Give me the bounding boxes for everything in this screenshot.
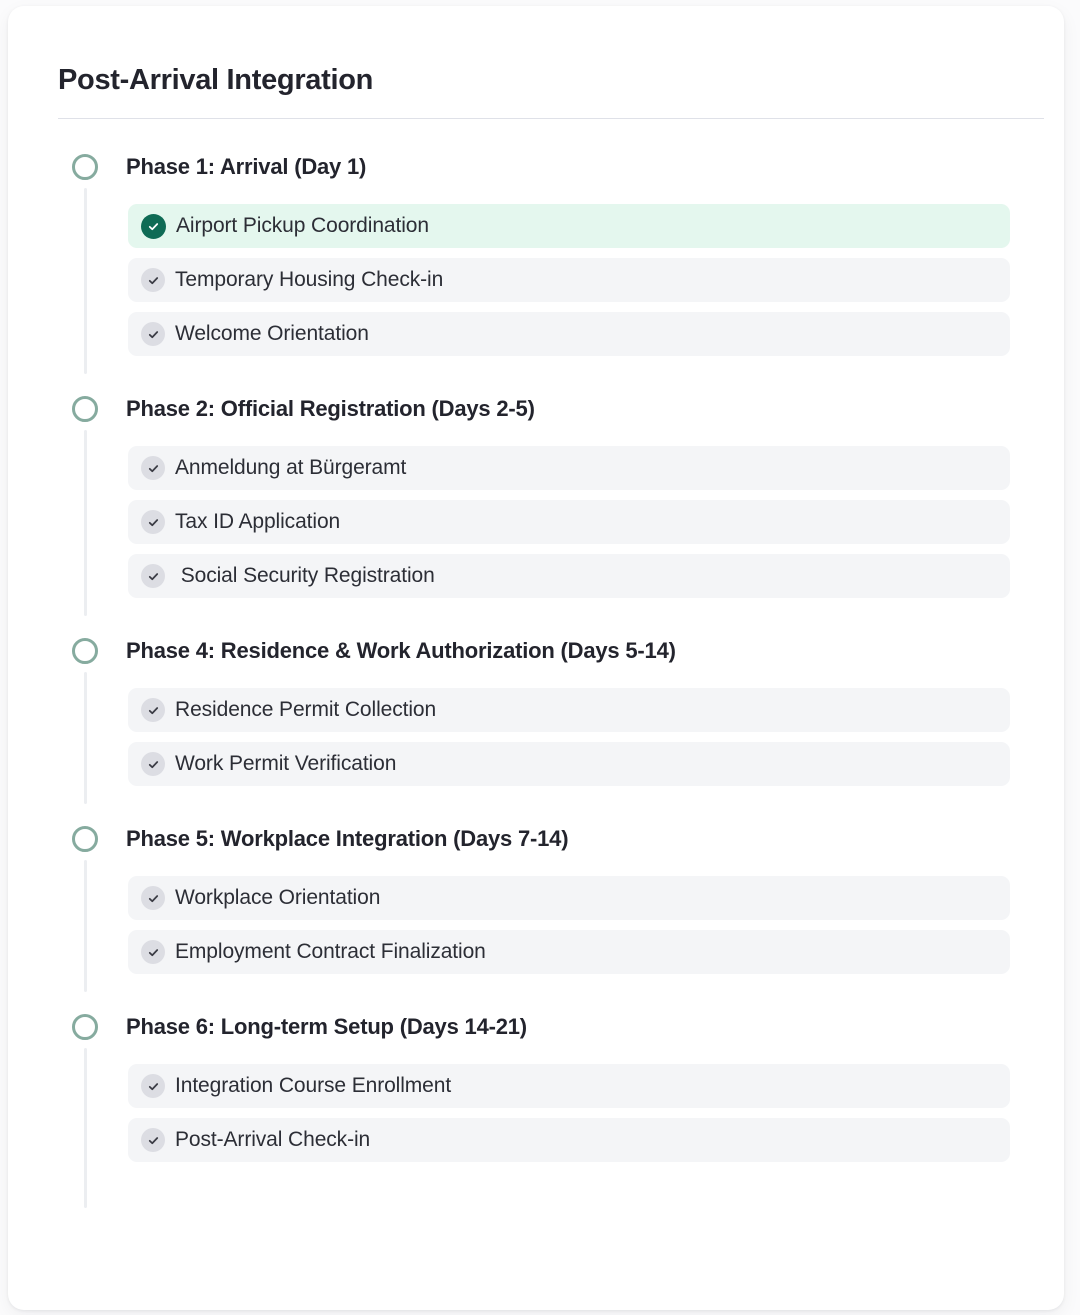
task-row[interactable] bbox=[128, 258, 1010, 302]
check-circle-icon[interactable] bbox=[141, 214, 166, 239]
phase-title: Phase 1: Arrival (Day 1) bbox=[126, 154, 367, 179]
check-circle-icon[interactable] bbox=[141, 456, 165, 480]
phase-header bbox=[58, 388, 1044, 434]
timeline-connector bbox=[84, 672, 87, 804]
check-circle-icon[interactable] bbox=[141, 1074, 165, 1098]
check-circle-icon[interactable] bbox=[141, 940, 165, 964]
task-row[interactable] bbox=[128, 312, 1010, 356]
phase-title: Phase 4: Residence & Work Authorization (Days 5-14) bbox=[126, 638, 676, 663]
check-circle-icon[interactable] bbox=[141, 1128, 165, 1152]
task-label: Post-Arrival Check-in bbox=[175, 1128, 371, 1151]
task-row[interactable] bbox=[128, 1064, 1010, 1108]
check-circle-icon[interactable] bbox=[141, 886, 165, 910]
task-row[interactable] bbox=[128, 446, 1010, 490]
phase-spacer bbox=[58, 366, 1044, 388]
phase-section bbox=[58, 818, 1044, 974]
circle-outline-icon bbox=[72, 396, 98, 422]
task-label: Tax ID Application bbox=[175, 510, 341, 533]
card-content bbox=[58, 6, 1044, 1310]
task-row[interactable] bbox=[128, 204, 1010, 248]
check-circle-icon[interactable] bbox=[141, 752, 165, 776]
timeline-connector bbox=[84, 188, 87, 374]
task-label: Welcome Orientation bbox=[175, 322, 369, 345]
task-label: Integration Course Enrollment bbox=[175, 1074, 452, 1097]
phase-task-list bbox=[58, 1052, 1044, 1162]
phase-header bbox=[58, 1006, 1044, 1052]
phase-task-list bbox=[58, 434, 1044, 598]
phase-section bbox=[58, 630, 1044, 786]
check-circle-icon[interactable] bbox=[141, 564, 165, 588]
task-label: Work Permit Verification bbox=[175, 752, 397, 775]
phase-timeline bbox=[58, 146, 1044, 1172]
timeline-connector bbox=[84, 1048, 87, 1208]
phase-task-list bbox=[58, 676, 1044, 786]
task-label: Residence Permit Collection bbox=[175, 698, 437, 721]
phase-spacer bbox=[58, 608, 1044, 630]
task-row[interactable] bbox=[128, 554, 1010, 598]
task-label: Social Security Registration bbox=[175, 564, 435, 587]
circle-outline-icon bbox=[72, 154, 98, 180]
task-row[interactable] bbox=[128, 688, 1010, 732]
check-circle-icon[interactable] bbox=[141, 698, 165, 722]
circle-outline-icon bbox=[72, 1014, 98, 1040]
circle-outline-icon bbox=[72, 826, 98, 852]
circle-outline-icon bbox=[72, 638, 98, 664]
task-row[interactable] bbox=[128, 1118, 1010, 1162]
phase-header bbox=[58, 630, 1044, 676]
title-divider bbox=[58, 118, 1044, 119]
task-label: Employment Contract Finalization bbox=[175, 940, 486, 963]
phase-section bbox=[58, 1006, 1044, 1162]
check-circle-icon[interactable] bbox=[141, 268, 165, 292]
phase-header bbox=[58, 146, 1044, 192]
phase-title: Phase 6: Long-term Setup (Days 14-21) bbox=[126, 1014, 527, 1039]
timeline-connector bbox=[84, 860, 87, 992]
check-circle-icon[interactable] bbox=[141, 322, 165, 346]
phase-task-list bbox=[58, 864, 1044, 974]
task-label: Airport Pickup Coordination bbox=[176, 214, 429, 237]
phase-title: Phase 2: Official Registration (Days 2-5) bbox=[126, 396, 535, 421]
phase-section bbox=[58, 146, 1044, 356]
integration-checklist-card bbox=[8, 6, 1064, 1310]
timeline-connector bbox=[84, 430, 87, 616]
task-row[interactable] bbox=[128, 876, 1010, 920]
task-label: Anmeldung at Bürgeramt bbox=[175, 456, 407, 479]
phase-spacer bbox=[58, 796, 1044, 818]
page-title: Post-Arrival Integration bbox=[58, 64, 374, 96]
phase-section bbox=[58, 388, 1044, 598]
phase-title: Phase 5: Workplace Integration (Days 7-14) bbox=[126, 826, 569, 851]
task-label: Workplace Orientation bbox=[175, 886, 381, 909]
check-circle-icon[interactable] bbox=[141, 510, 165, 534]
phase-header bbox=[58, 818, 1044, 864]
phase-task-list bbox=[58, 192, 1044, 356]
task-label: Temporary Housing Check-in bbox=[175, 268, 444, 291]
task-row[interactable] bbox=[128, 930, 1010, 974]
phase-spacer bbox=[58, 984, 1044, 1006]
task-row[interactable] bbox=[128, 500, 1010, 544]
task-row[interactable] bbox=[128, 742, 1010, 786]
